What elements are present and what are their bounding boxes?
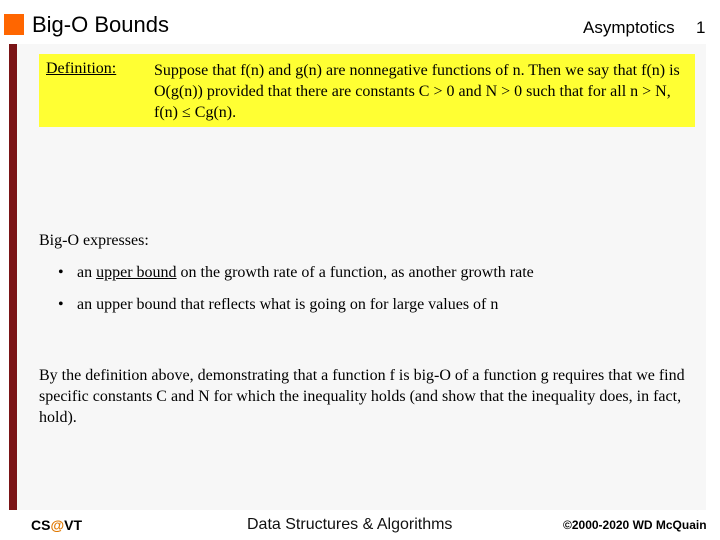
bullet-text-underlined: upper bound	[96, 264, 177, 281]
footer-course-suffix: VT	[64, 517, 82, 533]
left-accent-bar	[9, 44, 17, 510]
title-accent-square	[4, 14, 24, 35]
header-topic: Asymptotics	[583, 18, 675, 37]
footer-copyright: ©2000-2020 WD McQuain	[563, 518, 707, 532]
bullet-text-pre: an	[77, 264, 97, 281]
bullet-text-pre: an upper bound that reflects what is going on for large values of n	[77, 296, 499, 313]
definition-label: Definition:	[46, 60, 117, 77]
footer-course-prefix: CS	[31, 517, 51, 533]
page-number: 1	[696, 18, 706, 37]
bullet-icon: •	[58, 264, 64, 281]
bullet-text-post: on the growth rate of a function, as another growth rate	[176, 264, 534, 281]
footer-course-title: Data Structures & Algorithms	[247, 516, 453, 533]
list-item	[58, 296, 534, 328]
bullet-list	[58, 264, 534, 328]
footer-course	[31, 517, 82, 533]
list-item	[58, 264, 534, 296]
bullet-icon: •	[58, 296, 64, 313]
closing-paragraph: By the definition above, demonstrating that a function f is big-O of a function g requires that we find specific constants C and N for which the inequality holds (and show that the inequality does, in fact, hold).	[39, 367, 685, 426]
definition-box	[39, 54, 695, 127]
footer-course-at: @	[50, 517, 65, 533]
slide-title: Big-O Bounds	[32, 12, 169, 37]
definition-text: Suppose that f(n) and g(n) are nonnegative functions of n. Then we say that f(n) is O(g(n)) provided that there are constants C > 0 and N > 0 such that for all n > N, f(n) ≤ Cg(n).	[154, 62, 680, 121]
expresses-heading: Big-O expresses:	[39, 232, 149, 249]
